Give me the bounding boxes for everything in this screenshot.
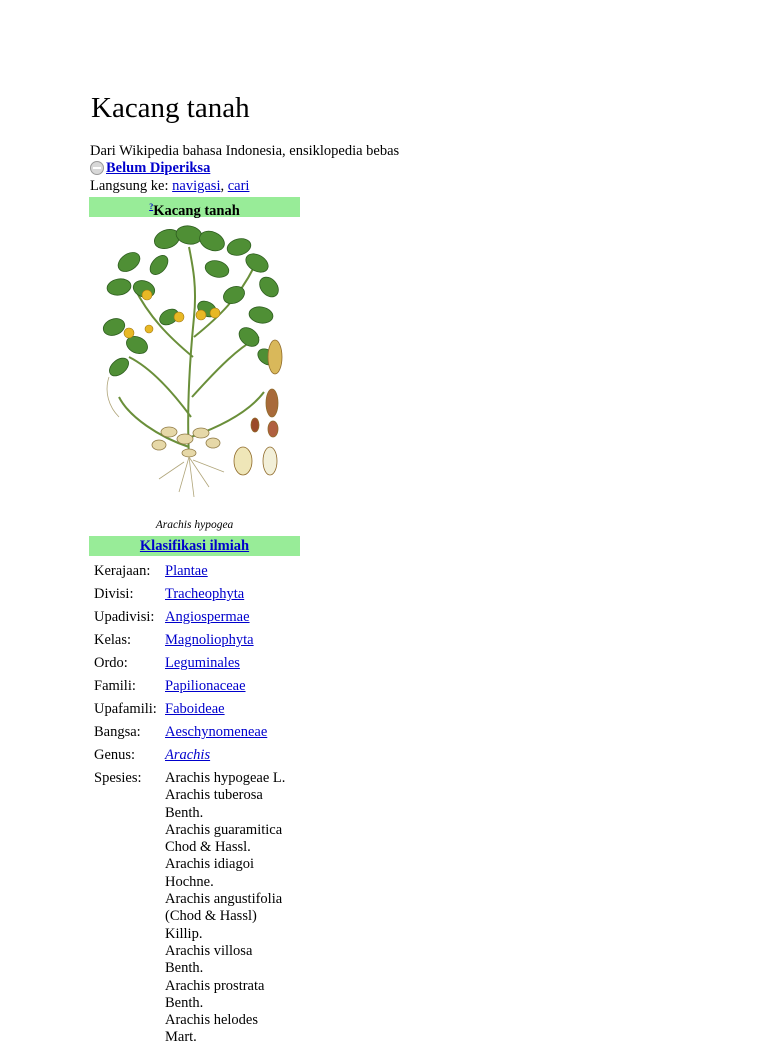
- jump-to-links: [90, 177, 249, 195]
- peanut-plant-illustration: [89, 217, 300, 516]
- taxobox-help-link[interactable]: ?: [149, 202, 154, 211]
- unreviewed-icon: [90, 161, 104, 175]
- taxobox-title: Kacang tanah: [153, 203, 240, 219]
- taxon-link[interactable]: Tracheophyta: [165, 586, 245, 602]
- species-line: Benth.: [165, 960, 204, 977]
- image-caption: Arachis hypogea: [155, 519, 234, 531]
- species-line: Benth.: [165, 994, 204, 1011]
- table-row-species: [89, 770, 300, 1047]
- species-line: Chod & Hassl.: [165, 839, 251, 856]
- taxon-link[interactable]: Faboideae: [165, 701, 225, 717]
- species-line: Arachis villosa: [165, 942, 253, 959]
- rank-label: Spesies:: [94, 770, 142, 786]
- classification-table: [89, 560, 300, 1047]
- species-line: (Chod & Hassl): [165, 908, 257, 925]
- classification-link[interactable]: Klasifikasi ilmiah: [139, 538, 250, 554]
- taxon-link[interactable]: Plantae: [165, 563, 208, 579]
- taxobox-header: [89, 197, 300, 217]
- taxobox: [89, 197, 300, 1047]
- jump-separator: ,: [220, 178, 228, 194]
- species-line: Mart.: [165, 1029, 197, 1046]
- table-row: [89, 606, 300, 629]
- taxon-link[interactable]: Angiospermae: [165, 609, 250, 625]
- table-row: [89, 560, 300, 583]
- taxon-link[interactable]: Leguminales: [165, 655, 240, 671]
- table-row: [89, 675, 300, 698]
- rank-label: Famili:: [94, 678, 136, 694]
- table-row: [89, 652, 300, 675]
- classification-header: [89, 536, 300, 556]
- rank-label: Ordo:: [94, 655, 128, 671]
- rank-label: Upadivisi:: [94, 609, 155, 625]
- table-row: [89, 744, 300, 767]
- site-tagline: Dari Wikipedia bahasa Indonesia, ensiklopedia bebas: [90, 143, 400, 159]
- species-line: Arachis helodes: [165, 1012, 259, 1029]
- taxon-link[interactable]: Magnoliophyta: [165, 632, 254, 648]
- species-line: Arachis idiagoi: [165, 856, 254, 873]
- species-line: Arachis hypogeae L.: [165, 770, 286, 786]
- species-line: Arachis guaramitica: [165, 821, 283, 838]
- review-status: [90, 159, 210, 177]
- rank-label: Genus:: [94, 747, 136, 763]
- jump-prefix: Langsung ke:: [90, 178, 173, 194]
- table-row: [89, 721, 300, 744]
- page-title: Kacang tanah: [91, 92, 250, 124]
- table-row: [89, 698, 300, 721]
- species-list: [165, 770, 300, 1047]
- review-status-link[interactable]: Belum Diperiksa: [106, 160, 211, 176]
- rank-label: Kerajaan:: [94, 563, 151, 579]
- rank-label: Upafamili:: [94, 701, 157, 717]
- species-line: Hochne.: [165, 873, 214, 890]
- species-line: Arachis tuberosa: [165, 787, 263, 804]
- genus-link[interactable]: Arachis: [165, 747, 211, 763]
- rank-label: Divisi:: [94, 586, 134, 602]
- rank-label: Kelas:: [94, 632, 132, 648]
- taxon-link[interactable]: Aeschynomeneae: [165, 724, 268, 740]
- jump-link-navigation[interactable]: navigasi: [172, 178, 221, 194]
- species-line: Benth.: [165, 804, 204, 821]
- table-row: [89, 583, 300, 606]
- species-line: Arachis prostrata: [165, 977, 265, 994]
- table-row: [89, 629, 300, 652]
- taxobox-image[interactable]: [89, 217, 300, 531]
- jump-link-search[interactable]: cari: [227, 178, 250, 194]
- rank-label: Bangsa:: [94, 724, 141, 740]
- species-line: Killip.: [165, 925, 203, 942]
- species-line: Arachis angustifolia: [165, 891, 283, 908]
- taxon-link[interactable]: Papilionaceae: [165, 678, 246, 694]
